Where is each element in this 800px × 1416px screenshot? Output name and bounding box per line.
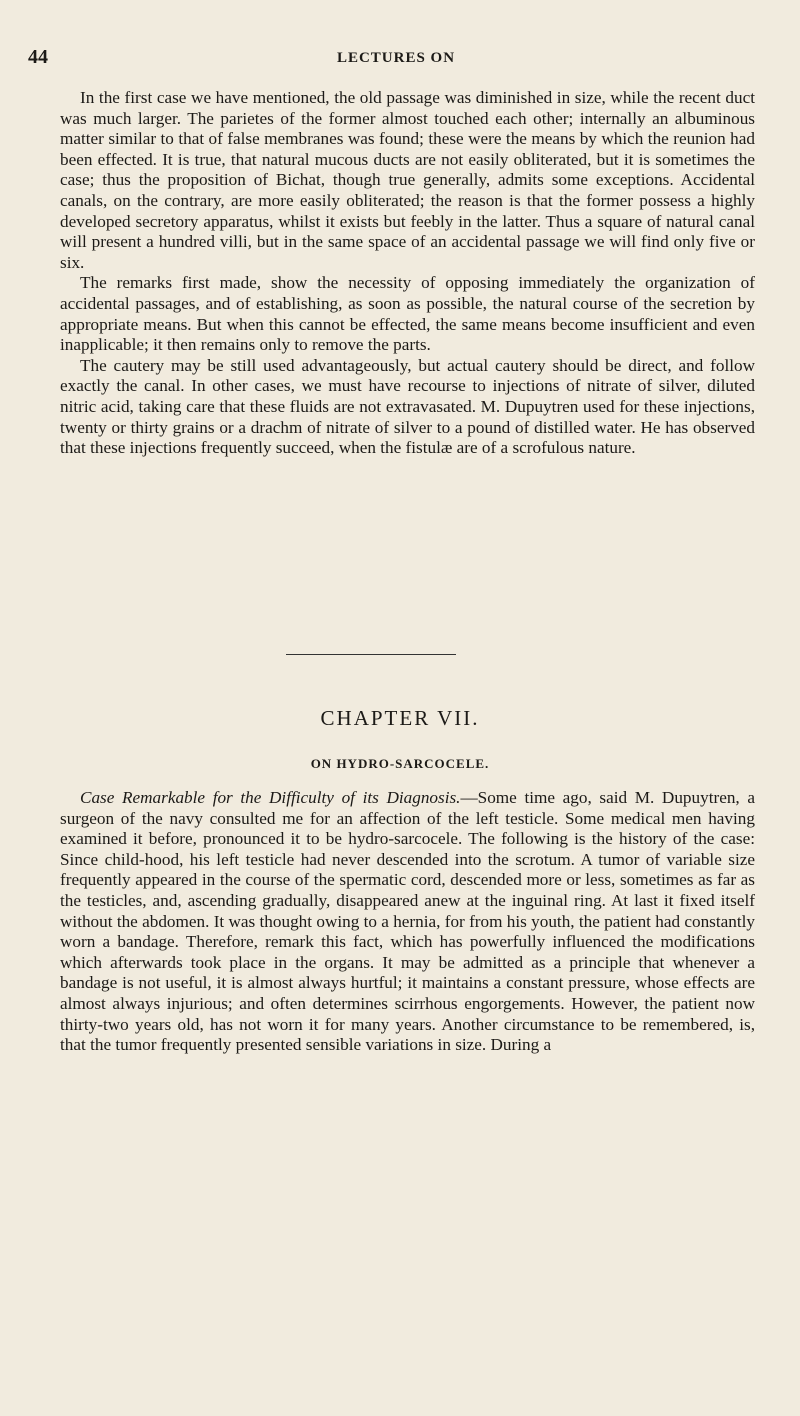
paragraph: The remarks first made, show the necessity of opposing immediately the organization of accidental passages, and of establishing, as soon as possible, the natural course of the secretion by appropriate means. But when this cannot be effected, the same means become insufficient and even inapplicable; it then remains only to remove the parts.	[60, 273, 755, 355]
section-divider	[286, 654, 456, 655]
case-paragraph	[60, 788, 755, 1056]
body-text-lower	[60, 788, 755, 1056]
running-head: LECTURES ON	[336, 50, 456, 66]
body-text-upper	[60, 88, 755, 459]
page-number: 44	[28, 46, 48, 68]
paragraph: In the first case we have mentioned, the old passage was diminished in size, while the recent duct was much larger. The parietes of the former almost touched each other; internally an albuminous matter similar to that of false membranes was found; these were the means by which the reunion had been effected. It is true, that natural mucous ducts are not easily obliterated, but it is sometimes the case; thus the proposition of Bichat, though true generally, admits some exceptions. Accidental canals, on the contrary, are more easily obliterated; the reason is that the former possess a highly developed secretory apparatus, whilst it exists but feebly in the latter. Thus a square of natural canal will present a hundred villi, but in the same space of an accidental passage we will find only five or six.	[60, 88, 755, 272]
chapter-title: CHAPTER VII.	[320, 706, 480, 730]
case-body: —Some time ago, said M. Dupuytren, a surgeon of the navy consulted me for an affection of the left testicle. Some medical men having examined it before, pronounced it to be hydro-sarcocele. The following is the history of the case: Since child-hood, his left testicle had never descended into the scrotum. A tumor of variable size frequently appeared in the course of the spermatic cord, descended more or less, sometimes as far as the testicles, and, ascending gradually, disappeared anew at the inguinal ring. At last it fixed itself without the abdomen. It was thought owing to a hernia, for from his youth, the patient had constantly worn a bandage. Therefore, remark this fact, which has powerfully influenced the modifications which afterwards took place in the organs. It may be admitted as a principle that whenever a bandage is not useful, it is almost always hurtful; it maintains a constant pressure, whose effects are almost always injurious; and often determines scirrhous engorgements. However, the patient now thirty-two years old, has not worn it for many years. Another circumstance to be remembered, is, that the tumor frequently presented sensible variations in size. During a	[60, 788, 756, 1055]
chapter-subtitle: ON HYDRO-SARCOCELE.	[310, 756, 490, 771]
paragraph: The cautery may be still used advantageously, but actual cautery should be direct, and follow exactly the canal. In other cases, we must have recourse to injections of nitrate of silver, diluted nitric acid, taking care that these fluids are not extravasated. M. Dupuytren used for these injections, twenty or thirty grains or a drachm of nitrate of silver to a pound of distilled water. He has observed that these injections frequently succeed, when the fistulæ are of a scrofulous nature.	[60, 355, 755, 458]
case-heading: Case Remarkable for the Difficulty of its Diagnosis.	[80, 788, 461, 807]
page-header	[28, 46, 764, 72]
